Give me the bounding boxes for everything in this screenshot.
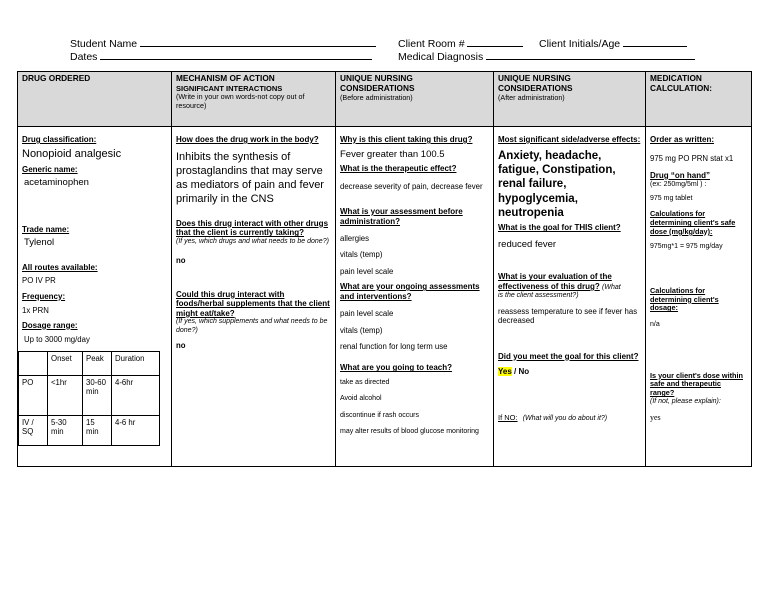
teaching-item[interactable]: Avoid alcohol [340, 395, 382, 403]
pk-duration-cell[interactable]: 4-6hr [112, 375, 160, 415]
classification-label: Drug classification: [22, 135, 97, 144]
trade-name-value[interactable]: Tylenol [24, 237, 55, 249]
on-hand-value[interactable]: 975 mg tablet [650, 194, 693, 202]
student-name-label: Student Name [70, 38, 138, 50]
pk-route-cell: PO [19, 375, 48, 415]
ongoing-assessment-item[interactable]: renal function for long term use [340, 342, 448, 352]
client-room-label: Client Room # [398, 38, 465, 50]
pk-onset-cell[interactable]: 5-30 min [48, 415, 83, 445]
mechanism-note: (Write in your own words-not copy out of resource) [176, 91, 305, 110]
client-initials-field[interactable] [539, 37, 687, 50]
client-initials-label: Client Initials/Age [539, 38, 621, 50]
drug-ordered-title: DRUG ORDERED [22, 73, 91, 83]
safe-range-note: (If not, please explain): [650, 397, 721, 405]
order-written-value[interactable]: 975 mg PO PRN stat x1 [650, 153, 734, 163]
side-effects-question: Most significant side/adverse effects: [498, 135, 641, 144]
dosage-range-label: Dosage range: [22, 320, 78, 330]
evaluation-question-group [498, 272, 641, 300]
therapeutic-effect-question: What is the therapeutic effect? [340, 163, 457, 173]
body-row [18, 127, 752, 467]
if-no-label: If NO: [498, 412, 518, 422]
trade-name-label: Trade name: [22, 224, 70, 234]
mechanism-title: MECHANISM OF ACTION [176, 73, 275, 83]
how-drug-works-question: How does the drug work in the body? [176, 135, 319, 144]
calculation-cell [646, 127, 752, 467]
before-admin-cell [336, 127, 494, 467]
on-hand-label: Drug “on hand” [650, 170, 710, 180]
pk-row-po [19, 375, 160, 415]
dates-field[interactable] [70, 50, 372, 63]
pk-onset-cell[interactable]: <1hr [48, 375, 83, 415]
pk-row-iv-sq [19, 415, 160, 445]
pharmacokinetics-table [18, 351, 160, 446]
client-goal-question: What is the goal for THIS client? [498, 223, 621, 233]
assessment-before-item[interactable]: allergies [340, 234, 370, 244]
evaluation-note-a: (What [602, 284, 621, 292]
food-interaction-note: (If yes, which supplements and what needs to be done?) [176, 318, 328, 334]
food-interaction-question: Could this drug interact with foods/herbal supplements that the client might eat/take? [176, 289, 330, 318]
ongoing-assessment-question: What are your ongoing assessments and interventions? [340, 282, 480, 301]
therapeutic-effect-answer[interactable]: decrease severity of pain, decrease fever [340, 181, 483, 191]
goal-met-yes[interactable]: Yes [498, 367, 512, 377]
dates-label: Dates [70, 51, 98, 63]
if-no-note: (What will you do about it?) [522, 414, 608, 422]
col-header-drug-ordered [18, 72, 172, 127]
goal-met-question: Did you meet the goal for this client? [498, 351, 639, 361]
before-title: UNIQUE NURSING CONSIDERATIONS [340, 73, 415, 93]
evaluation-note-b: is the client assessment?) [498, 292, 579, 300]
header-row [18, 72, 752, 127]
calculation-title: MEDICATION CALCULATION: [650, 73, 713, 93]
dosage-range-value[interactable]: Up to 3000 mg/day [24, 335, 90, 345]
ongoing-assessment-item[interactable]: pain level scale [340, 309, 394, 319]
after-admin-cell [494, 127, 646, 467]
drug-interaction-question: Does this drug interact with other drugs that the client is currently taking? [176, 218, 329, 238]
why-taking-question: Why is this client taking this drug? [340, 135, 473, 144]
generic-name-label: Generic name: [22, 164, 78, 174]
interactions-subtitle: SIGNIFICANT INTERACTIONS [176, 83, 283, 93]
classification-value[interactable]: Nonopioid analgesic [22, 147, 122, 160]
drug-interaction-note: (If yes, which drugs and what needs to be done?) [176, 237, 329, 245]
medical-diagnosis-label: Medical Diagnosis [398, 51, 484, 63]
student-name-field[interactable] [70, 37, 376, 50]
goal-met-answer[interactable] [498, 367, 641, 377]
evaluation-question: What is your evaluation of the effectiveness of this drug? [498, 272, 612, 292]
col-header-before [336, 72, 494, 127]
assessment-before-item[interactable]: pain level scale [340, 266, 394, 276]
if-no-row [498, 413, 641, 423]
pk-header-row [19, 351, 160, 375]
pk-header-cell [19, 351, 48, 375]
safe-dose-label: Calculations for determining client's safe dose (mg/kg/day): [650, 209, 736, 236]
pk-duration-cell[interactable]: 4-6 hr [112, 415, 160, 445]
frequency-value[interactable]: 1x PRN [22, 306, 49, 316]
pk-header-cell: Duration [112, 351, 160, 375]
mechanism-cell [172, 127, 336, 467]
frequency-label: Frequency: [22, 291, 66, 301]
safe-range-label: Is your client's dose within safe and therapeutic range? [650, 370, 743, 398]
teaching-item[interactable]: may alter results of blood glucose monitoring [340, 428, 479, 436]
pk-route-cell: IV / SQ [19, 415, 48, 445]
assessment-before-item[interactable]: vitals (temp) [340, 250, 383, 260]
pk-header-cell: Peak [83, 351, 112, 375]
pk-peak-cell[interactable]: 15 min [83, 415, 112, 445]
routes-value[interactable]: PO IV PR [22, 276, 56, 286]
food-interaction-answer[interactable]: no [176, 341, 186, 351]
teaching-item[interactable]: discontinue if rash occurs [340, 411, 419, 419]
how-drug-works-answer[interactable]: Inhibits the synthesis of prostaglandins that may serve as mediators of pain and fever primarily in the CNS [176, 150, 324, 206]
teaching-item[interactable]: take as directed [340, 378, 390, 386]
after-title: UNIQUE NURSING CONSIDERATIONS [498, 73, 573, 93]
client-dosage-value[interactable]: n/a [650, 321, 660, 329]
client-room-field[interactable] [398, 37, 523, 50]
assessment-before-question: What is your assessment before administration? [340, 206, 463, 226]
medical-diagnosis-field[interactable] [398, 50, 695, 63]
safe-range-value[interactable]: yes [650, 413, 661, 423]
col-header-after [494, 72, 646, 127]
col-header-mechanism [172, 72, 336, 127]
drug-card-table [17, 71, 752, 467]
why-taking-answer[interactable]: Fever greater than 100.5 [340, 148, 445, 160]
goal-met-no[interactable]: / No [511, 367, 530, 377]
evaluation-answer[interactable]: reassess temperature to see if fever has decreased [498, 306, 638, 326]
safe-dose-value[interactable]: 975mg*1 = 975 mg/day [650, 242, 723, 250]
generic-name-value[interactable]: acetaminophen [24, 177, 89, 189]
pk-peak-cell[interactable]: 30-60 min [83, 375, 112, 415]
client-goal-answer[interactable]: reduced fever [498, 239, 557, 251]
order-written-label: Order as written: [650, 135, 715, 144]
drug-interaction-answer[interactable]: no [176, 256, 186, 266]
side-effects-answer[interactable]: Anxiety, headache, fatigue, Constipation, renal failure, hypoglycemia, neutropenia [498, 149, 616, 220]
drug-ordered-cell [18, 127, 172, 467]
pk-header-cell: Onset [48, 351, 83, 375]
on-hand-note: (ex: 250mg/5ml ) : [650, 180, 707, 188]
teaching-question: What are you going to teach? [340, 363, 453, 373]
before-note: (Before administration) [340, 92, 413, 102]
after-note: (After administration) [498, 92, 565, 102]
ongoing-assessment-item[interactable]: vitals (temp) [340, 325, 383, 335]
col-header-calculation [646, 72, 752, 127]
client-dosage-label: Calculations for determining client's dosage: [650, 285, 719, 313]
routes-label: All routes available: [22, 262, 98, 272]
